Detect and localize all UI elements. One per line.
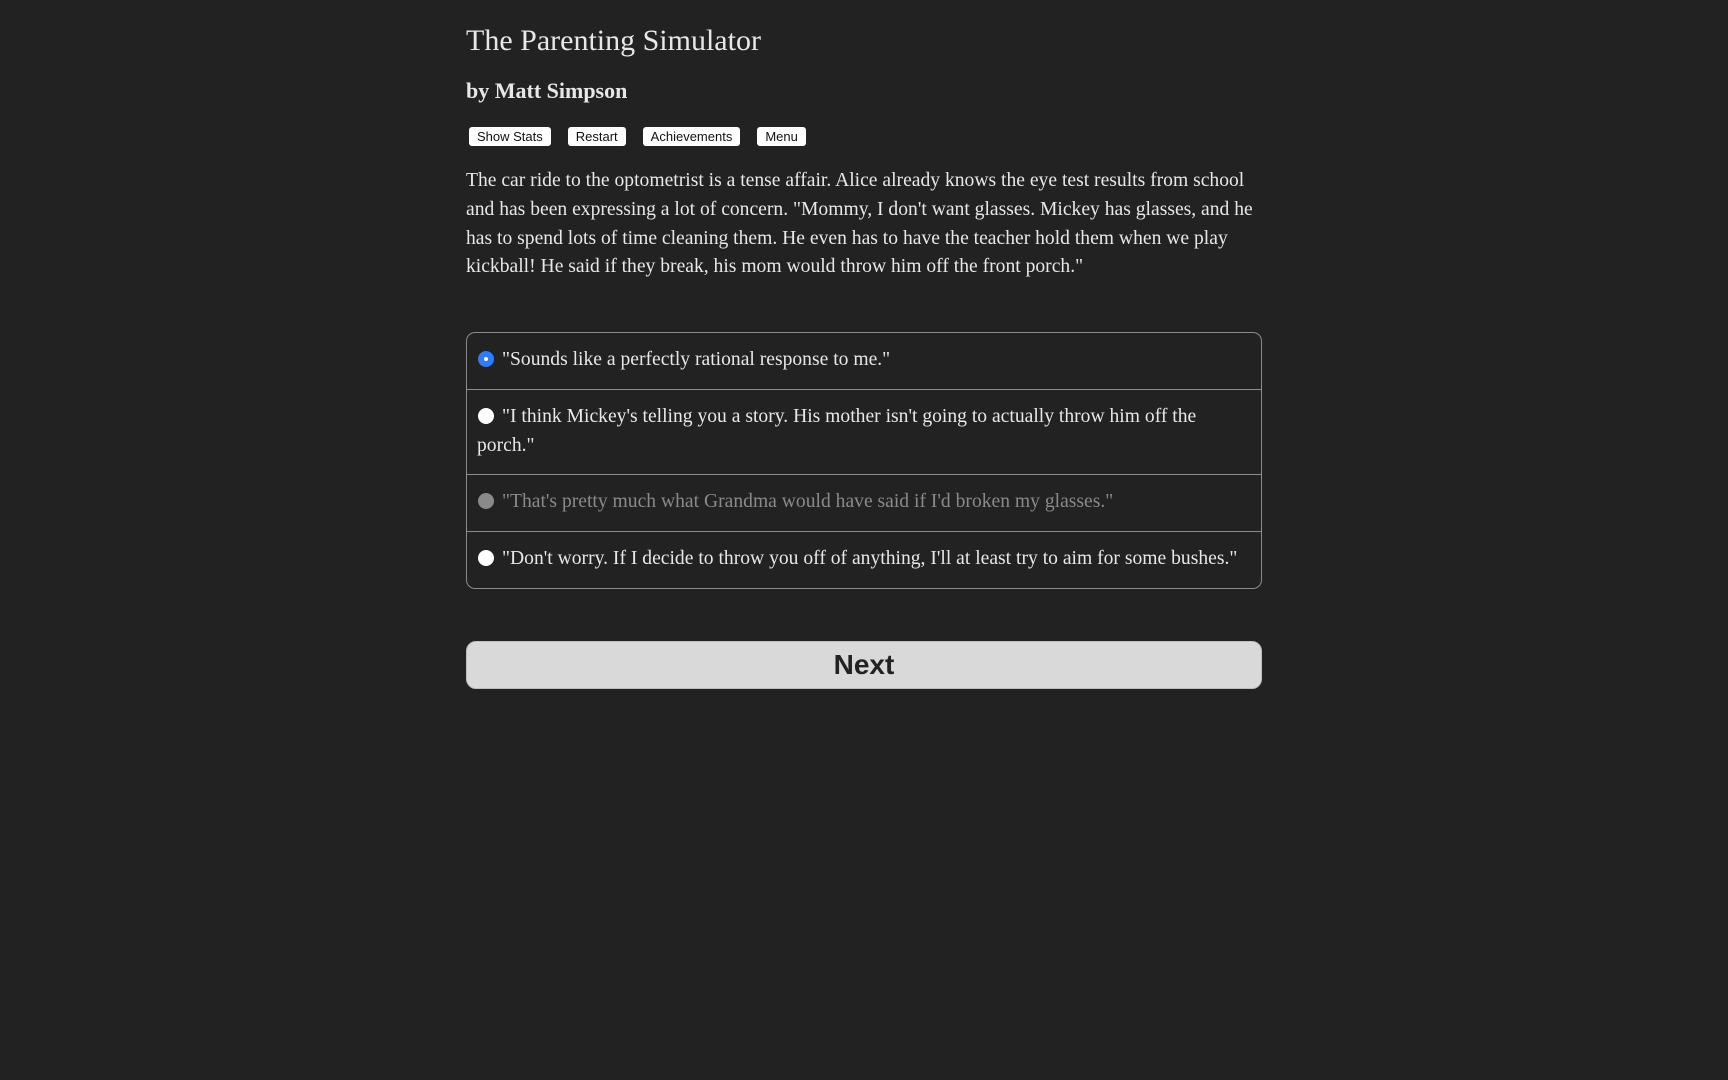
choice-label: "Don't worry. If I decide to throw you off of anything, I'll at least try to aim for some bushes." <box>502 548 1238 570</box>
radio-disabled-icon <box>478 493 494 509</box>
toolbar <box>469 127 823 146</box>
choice-option-2[interactable] <box>467 390 1261 476</box>
radio-selected-icon[interactable] <box>478 351 494 367</box>
achievements-button[interactable]: Achievements <box>643 127 741 146</box>
radio-unselected-icon[interactable] <box>478 550 494 566</box>
game-title: The Parenting Simulator <box>466 24 761 57</box>
next-button[interactable]: Next <box>466 641 1262 689</box>
radio-unselected-icon[interactable] <box>478 408 494 424</box>
choice-label: "Sounds like a perfectly rational response to me." <box>502 349 891 370</box>
menu-button[interactable]: Menu <box>757 127 806 146</box>
choice-option-4[interactable] <box>467 532 1261 588</box>
choice-label: "I think Mickey's telling you a story. His mother isn't going to actually throw him off the porch." <box>477 405 1197 456</box>
choice-list <box>466 332 1262 589</box>
restart-button[interactable]: Restart <box>568 127 626 146</box>
choice-option-1[interactable] <box>467 333 1261 390</box>
choice-label: "That's pretty much what Grandma would have said if I'd broken my glasses." <box>502 491 1114 513</box>
choice-option-3 <box>467 475 1261 532</box>
story-passage: The car ride to the optometrist is a tense affair. Alice already knows the eye test results from school and has been expressing a lot of concern. "Mommy, I don't want glasses. Mickey has glasses, and he has to spend lots of time cleaning them. He even has to have the teacher hold them when we play kickball! He said if they break, his mom would throw him off the front porch." <box>466 170 1253 278</box>
show-stats-button[interactable]: Show Stats <box>469 127 551 146</box>
game-author: by Matt Simpson <box>466 78 628 103</box>
